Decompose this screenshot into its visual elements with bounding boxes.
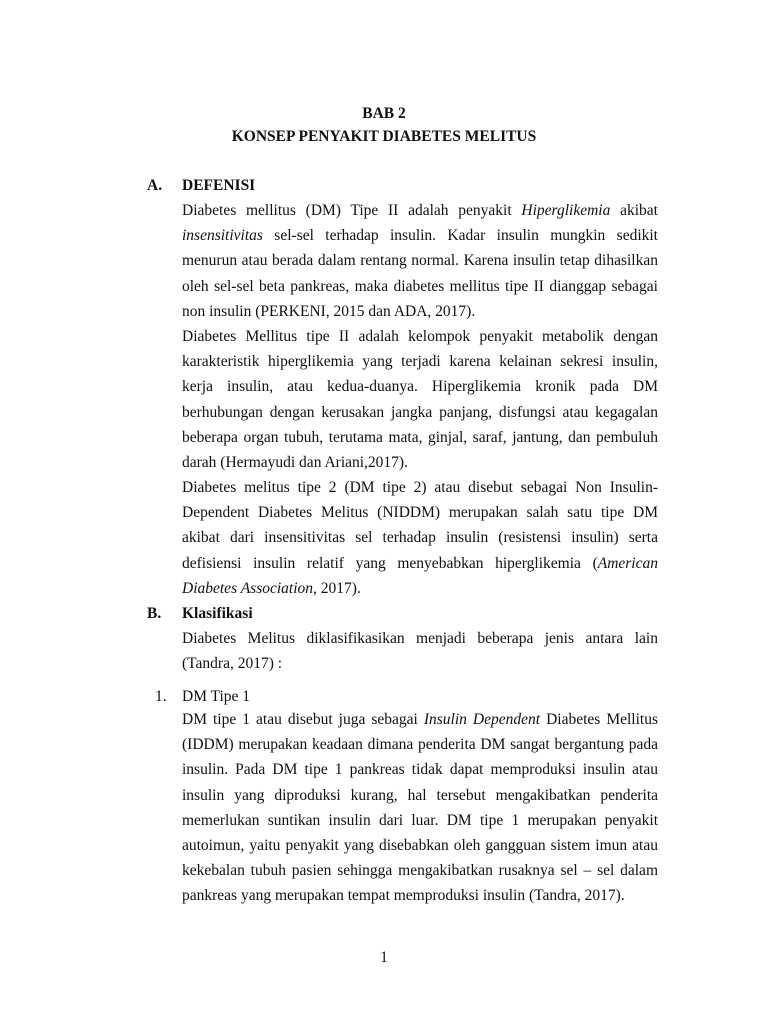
text-line: non insulin (PERKENI, 2015 dan ADA, 2017). — [182, 302, 476, 320]
text-line: Diabetes Association, 2017). — [182, 579, 361, 597]
text-line: (Tandra, 2017) : — [182, 655, 283, 673]
text-line: Diabetes Mellitus tipe II adalah kelompok penyakit metabolik dengan — [182, 328, 658, 345]
text-line: autoimun, yaitu penyakit yang disebabkan oleh gangguan sistem imun atau — [182, 836, 658, 854]
text-line: Dependent Diabetes Melitus (NIDDM) merupakan salah satu tipe DM — [182, 504, 658, 522]
section-b-letter: B. — [147, 605, 162, 622]
text-line: DM tipe 1 atau disebut juga sebagai Insulin Dependent Diabetes Mellitus — [182, 711, 658, 728]
section-b-title: Klasifikasi — [182, 605, 253, 622]
text-line: kerja insulin, atau kedua-duanya. Hiperglikemia kronik pada DM — [182, 378, 658, 396]
list-item-number: 1. — [155, 688, 167, 705]
text-line: insensitivitas sel-sel terhadap insulin. Kadar insulin mungkin sedikit — [182, 227, 658, 245]
list-item-paragraph — [182, 707, 658, 909]
text-line: berhubungan dengan kerusakan jangka panjang, disfungsi atau kegagalan — [182, 403, 658, 421]
section-a-paragraph-3 — [182, 475, 658, 601]
section-a-letter: A. — [147, 177, 163, 194]
chapter-number: BAB 2 — [362, 105, 406, 122]
text-line: darah (Hermayudi dan Ariani,2017). — [182, 453, 408, 471]
text-line: Diabetes Melitus diklasifikasikan menjadi beberapa jenis antara lain — [182, 630, 658, 647]
list-item-title: DM Tipe 1 — [182, 688, 251, 705]
text-line: defisiensi insulin relatif yang menyebabkan hiperglikemia (American — [182, 554, 658, 572]
section-b-paragraph-1 — [182, 626, 658, 676]
text-line: oleh sel-sel beta pankreas, maka diabetes mellitus tipe II dianggap sebagai — [182, 277, 658, 295]
chapter-title: KONSEP PENYAKIT DIABETES MELITUS — [231, 128, 537, 145]
text-line: karakteristik hiperglikemia yang terjadi karena kelainan sekresi insulin, — [182, 353, 658, 371]
section-a-paragraph-1 — [182, 198, 658, 324]
text-line: memerlukan suntikan insulin dari luar. DM tipe 1 merupakan penyakit — [182, 811, 658, 829]
text-line: insulin yang diproduksi kurang, hal tersebut mengakibatkan penderita — [182, 786, 658, 804]
text-line: Diabetes mellitus (DM) Tipe II adalah penyakit Hiperglikemia akibat — [182, 202, 658, 219]
text-line: beberapa organ tubuh, terutama mata, ginjal, saraf, jantung, dan pembuluh — [182, 428, 658, 446]
section-a-title: DEFENISI — [182, 177, 256, 194]
text-line: akibat dari insensitivitas sel terhadap insulin (resistensi insulin) serta — [182, 529, 658, 547]
section-a-paragraph-2 — [182, 324, 658, 475]
page-number: 1 — [380, 949, 388, 966]
text-line: insulin. Pada DM tipe 1 pankreas tidak dapat memproduksi insulin atau — [182, 761, 658, 779]
text-line: Diabetes melitus tipe 2 (DM tipe 2) atau disebut sebagai Non Insulin- — [182, 479, 658, 496]
text-line: pankreas yang merupakan tempat memproduksi insulin (Tandra, 2017). — [182, 887, 625, 905]
text-line: (IDDM) merupakan keadaan dimana penderita DM sangat bergantung pada — [182, 736, 658, 754]
text-line: menurun atau berada dalam rentang normal. Karena insulin tetap dihasilkan — [182, 252, 658, 270]
text-line: kekebalan tubuh pasien sehingga mengakibatkan rusaknya sel – sel dalam — [182, 862, 658, 880]
